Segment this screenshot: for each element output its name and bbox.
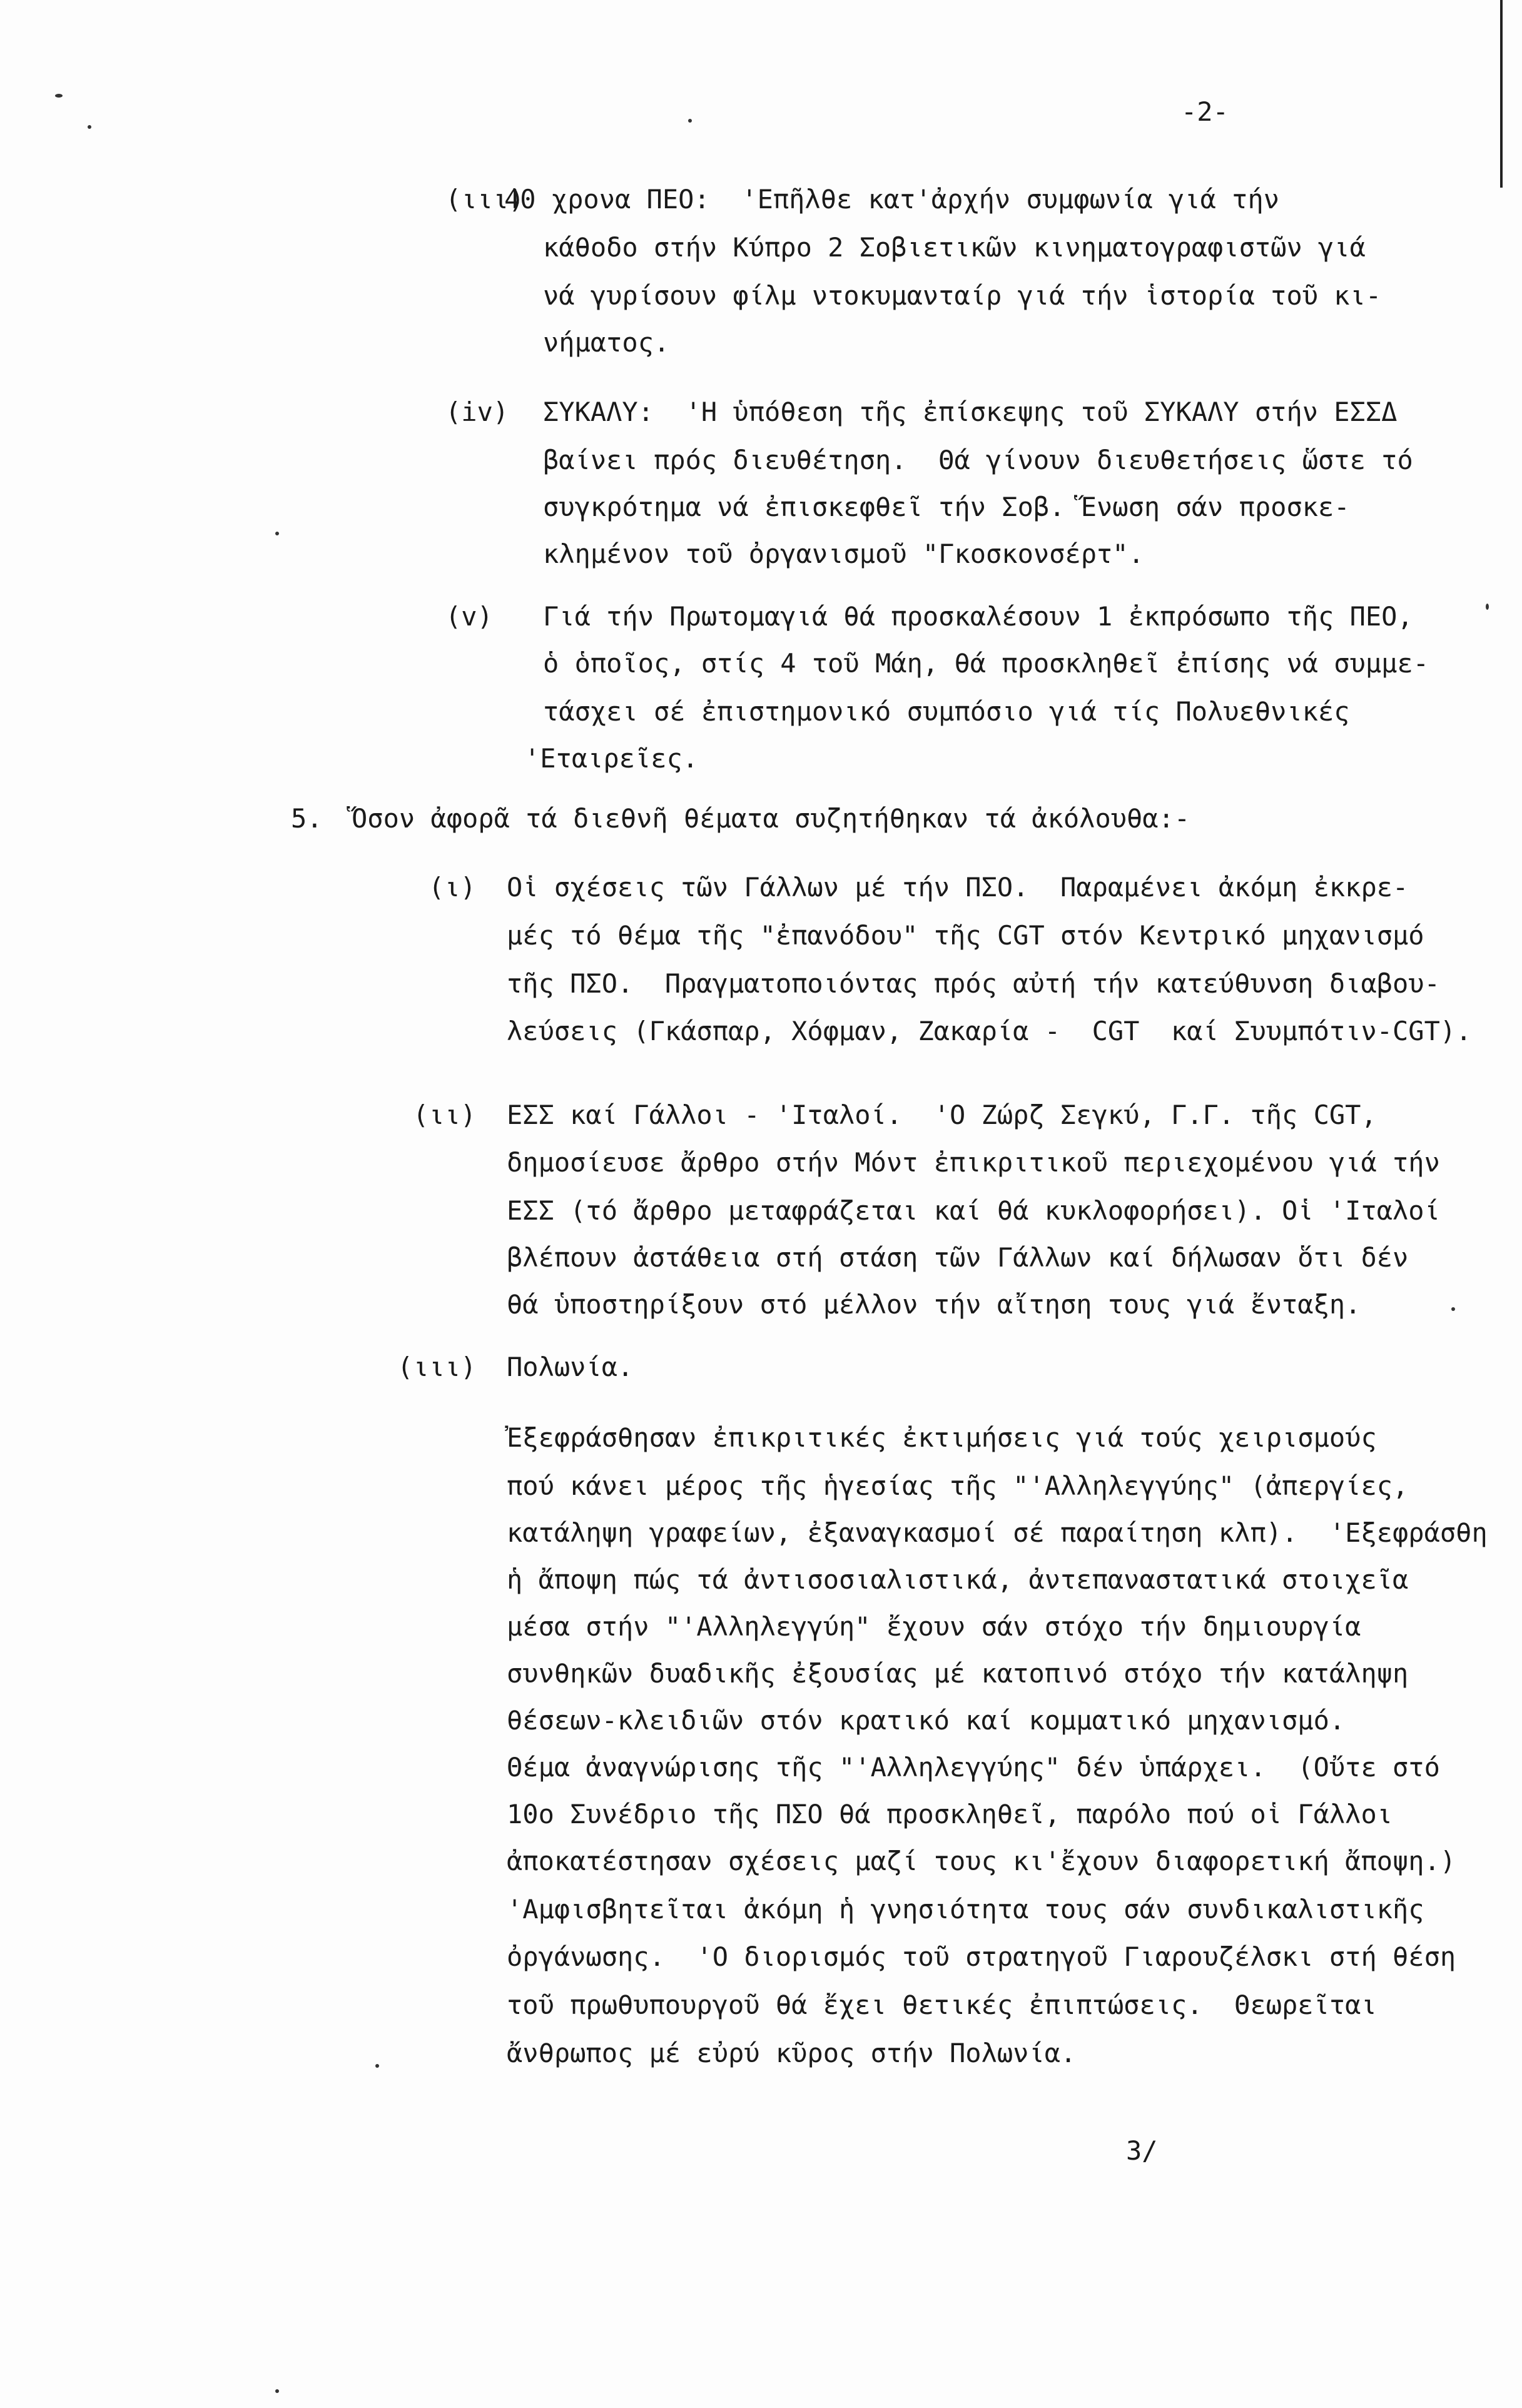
item-line: συγκρότημα νά ἐπισκεφθεῖ τήν Σοβ. Ἕνωση σάν προσκε-: [543, 492, 1350, 522]
scan-speck: [88, 125, 91, 129]
subitem-line: Θέμα ἀναγνώρισης τῆς "'Αλληλεγγύης" δέν ὑπάρχει. (Οὔτε στό: [507, 1752, 1440, 1783]
subitem-line: μές τό θέμα τῆς "ἐπανόδου" τῆς CGT στόν Κεντρικό μηχανισμό: [507, 920, 1424, 951]
subitem-line: 'Αμφισβητεῖται ἀκόμη ἡ γνησιότητα τους σάν συνδικαλιστικῆς: [507, 1894, 1424, 1925]
scan-speck: [55, 94, 63, 98]
scan-speck: [1451, 1307, 1455, 1311]
subitem-line: ΕΣΣ (τό ἄρθρο μεταφράζεται καί θά κυκλοφορήσει). Οἱ 'Ιταλοί: [507, 1195, 1440, 1226]
subitem-line: ὀργάνωσης. 'Ο διορισμός τοῦ στρατηγοῦ Γιαρουζέλσκι στή θέση: [507, 1941, 1456, 1972]
subitem-line: ἀποκατέστησαν σχέσεις μαζί τους κι'ἔχουν διαφορετική ἄποψη.): [507, 1846, 1456, 1876]
subitem-line: ἡ ἄποψη πώς τά ἀντισοσιαλιστικά, ἀντεπαναστατικά στοιχεῖα: [507, 1564, 1409, 1595]
subitem-line: Οἱ σχέσεις τῶν Γάλλων μέ τήν ΠΣΟ. Παραμένει ἀκόμη ἐκκρε-: [507, 872, 1409, 903]
item-label: (iv): [445, 397, 509, 427]
subitem-line: θά ὑποστηρίξουν στό μέλλον τήν αἴτηση τους γιά ἔνταξη.: [507, 1289, 1361, 1320]
subitem-line: δημοσίευσε ἄρθρο στήν Μόντ ἐπικριτικοῦ περιεχομένου γιά τήν: [507, 1147, 1440, 1178]
subitem-line: βλέπουν ἀστάθεια στή στάση τῶν Γάλλων καί δήλωσαν ὅτι δέν: [507, 1242, 1409, 1273]
scan-speck: [1486, 604, 1489, 610]
subitem-line: ΕΣΣ καί Γάλλοι - 'Ιταλοί. 'Ο Ζώρζ Σεγκύ, Γ.Γ. τῆς CGT,: [507, 1100, 1377, 1130]
subitem-line: Ἐξεφράσθησαν ἐπικριτικές ἐκτιμήσεις γιά τούς χειρισμούς: [507, 1422, 1377, 1453]
section-number: 5.: [291, 803, 323, 834]
subitem-line: λεύσεις (Γκάσπαρ, Χόφμαν, Ζακαρία - CGT καί Συυμπότιν-CGT).: [507, 1016, 1472, 1046]
subitem-label: (ιιι): [397, 1352, 477, 1382]
item-line: κλημένον τοῦ ὀργανισμοῦ "Γκοσκονσέρτ".: [543, 539, 1144, 569]
item-line: ΣΥΚΑΛΥ: 'Η ὑπόθεση τῆς ἐπίσκεψης τοῦ ΣΥΚΑΛΥ στήν ΕΣΣΔ: [543, 397, 1398, 427]
item-line: ὁ ὁποῖος, στίς 4 τοῦ Μάη, θά προσκληθεῖ ἐπίσης νά συμμε-: [543, 648, 1429, 679]
scan-speck: [375, 2064, 379, 2068]
item-label: (ιιι): [445, 184, 525, 215]
subitem-title: Πολωνία.: [507, 1352, 634, 1382]
scan-speck: [688, 119, 692, 123]
item-line: βαίνει πρός διευθέτηση. Θά γίνουν διευθετήσεις ὥστε τό: [543, 445, 1413, 475]
subitem-line: πού κάνει μέρος τῆς ἡγεσίας τῆς "'Αλληλεγγύης" (ἀπεργίες,: [507, 1470, 1409, 1501]
item-line: νά γυρίσουν φίλμ ντοκυμανταίρ γιά τήν ἱστορία τοῦ κι-: [543, 280, 1382, 311]
item-label: (v): [445, 601, 493, 632]
subitem-line: 10ο Συνέδριο τῆς ΠΣΟ θά προσκληθεῖ, παρόλο πού οἱ Γάλλοι: [507, 1799, 1393, 1829]
subitem-line: συνθηκῶν δυαδικῆς ἐξουσίας μέ κατοπινό στόχο τήν κατάληψη: [507, 1658, 1409, 1689]
subitem-line: τῆς ΠΣΟ. Πραγματοποιόντας πρός αὐτή τήν κατεύθυνση διαβου-: [507, 968, 1440, 999]
subitem-label: (ιι): [413, 1100, 477, 1130]
next-page-marker: 3/: [1126, 2135, 1158, 2166]
scan-edge-line: [1500, 0, 1503, 188]
scan-speck: [275, 532, 279, 535]
item-line: κάθοδο στήν Κύπρο 2 Σοβιετικῶν κινηματογραφιστῶν γιά: [543, 232, 1366, 263]
item-line: 'Εταιρεῖες.: [524, 743, 699, 774]
item-line: Γιά τήν Πρωτομαγιά θά προσκαλέσουν 1 ἐκπρόσωπο τῆς ΠΕΟ,: [543, 601, 1413, 632]
subitem-line: μέσα στήν "'Αλληλεγγύη" ἔχουν σάν στόχο τήν δημιουργία: [507, 1611, 1361, 1642]
item-line: 40 χρονα ΠΕΟ: 'Επῆλθε κατ'ἀρχήν συμφωνία γιά τήν: [504, 184, 1280, 215]
section-heading: Ὅσον ἀφορᾶ τά διεθνῆ θέματα συζητήθηκαν τά ἀκόλουθα:-: [352, 803, 1190, 834]
subitem-line: τοῦ πρωθυπουργοῦ θά ἔχει θετικές ἐπιπτώσεις. Θεωρεῖται: [507, 1990, 1377, 2020]
item-line: νήματος.: [543, 327, 670, 358]
item-line: τάσχει σέ ἐπιστημονικό συμπόσιο γιά τίς Πολυεθνικές: [543, 696, 1350, 727]
subitem-line: κατάληψη γραφείων, ἐξαναγκασμοί σέ παραίτηση κλπ). 'Εξεφράσθη: [507, 1517, 1488, 1548]
subitem-label: (ι): [429, 872, 476, 903]
page-number: -2-: [1181, 96, 1229, 127]
subitem-line: ἄνθρωπος μέ εὐρύ κῦρος στήν Πολωνία.: [507, 2038, 1077, 2068]
scan-speck: [275, 2389, 279, 2393]
subitem-line: θέσεων-κλειδιῶν στόν κρατικό καί κομματικό μηχανισμό.: [507, 1705, 1346, 1736]
